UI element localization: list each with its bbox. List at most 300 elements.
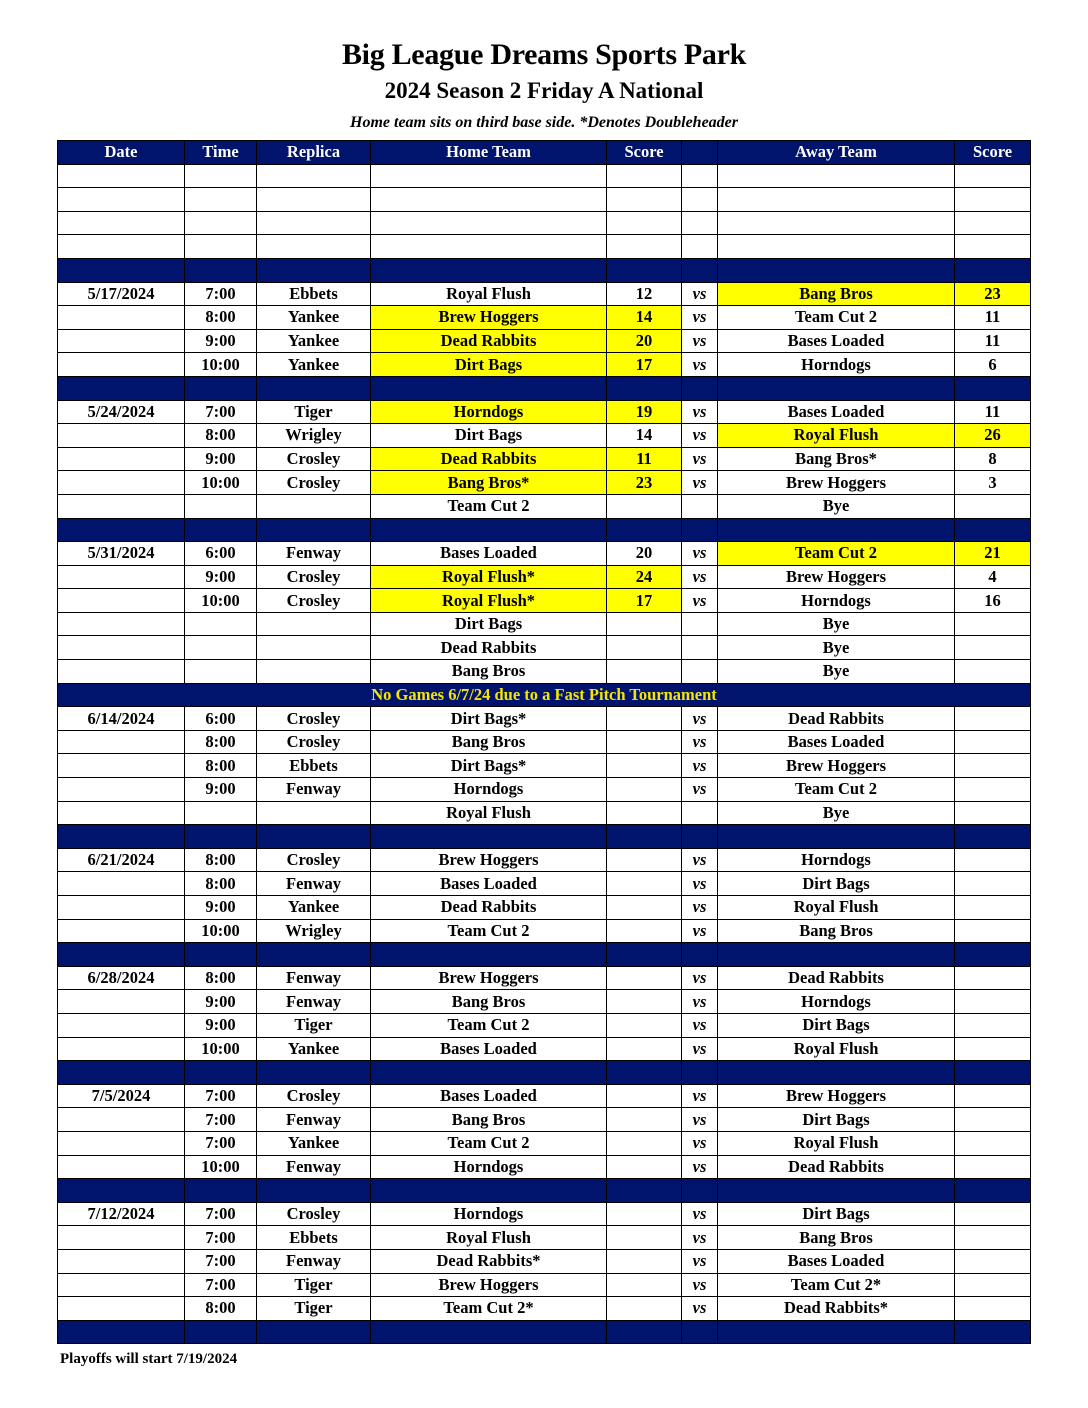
empty-cell [58,164,185,188]
table-row [58,494,1031,518]
replica-cell: Tiger [257,1013,371,1037]
empty-cell [58,943,185,967]
home-team-cell: Team Cut 2 [371,919,607,943]
away-score-cell [955,1249,1031,1273]
empty-cell [682,211,718,235]
footer-note: Playoffs will start 7/19/2024 [60,1351,238,1367]
home-score-cell: 11 [607,447,682,471]
away-team-cell: Bang Bros* [718,447,955,471]
empty-cell [607,1320,682,1344]
date-cell [58,730,185,754]
table-row [58,542,1031,566]
replica-cell: Ebbets [257,754,371,778]
empty-cell [955,211,1031,235]
schedule-table [57,140,1031,1344]
home-team-cell: Bang Bros [371,660,607,684]
column-header-time: Time [185,141,257,165]
separator-row [58,943,1031,967]
home-score-cell [607,707,682,731]
empty-cell [371,376,607,400]
separator-row [58,258,1031,282]
table-row [58,636,1031,660]
away-score-cell [955,919,1031,943]
date-cell: 5/31/2024 [58,542,185,566]
home-team-cell: Bang Bros [371,990,607,1014]
home-score-cell [607,990,682,1014]
empty-cell [607,235,682,259]
time-cell: 7:00 [185,1131,257,1155]
home-team-cell: Brew Hoggers [371,1273,607,1297]
blank-row [58,164,1031,188]
home-team-cell: Dirt Bags [371,424,607,448]
home-team-cell: Bang Bros [371,1108,607,1132]
home-score-cell: 20 [607,542,682,566]
schedule-note: Home team sits on third base side. *Denotes Doubleheader [350,114,738,131]
home-team-cell: Team Cut 2 [371,494,607,518]
empty-cell [607,1061,682,1085]
time-cell: 7:00 [185,282,257,306]
away-team-cell: Bang Bros [718,1226,955,1250]
empty-cell [682,164,718,188]
home-team-cell: Bases Loaded [371,1037,607,1061]
date-cell [58,306,185,330]
replica-cell: Crosley [257,730,371,754]
vs-cell: vs [682,589,718,613]
away-team-cell: Bye [718,494,955,518]
date-cell [58,447,185,471]
away-score-cell [955,778,1031,802]
away-team-cell: Bye [718,612,955,636]
time-cell: 7:00 [185,1226,257,1250]
time-cell: 7:00 [185,1108,257,1132]
vs-cell: vs [682,1108,718,1132]
empty-cell [257,1061,371,1085]
replica-cell: Crosley [257,589,371,613]
home-score-cell [607,801,682,825]
empty-cell [185,1061,257,1085]
empty-cell [257,376,371,400]
empty-cell [371,211,607,235]
replica-cell: Fenway [257,542,371,566]
replica-cell: Crosley [257,1202,371,1226]
home-score-cell [607,966,682,990]
away-team-cell: Dead Rabbits [718,1155,955,1179]
home-team-cell: Bang Bros [371,730,607,754]
column-header-home-score: Score [607,141,682,165]
date-cell [58,353,185,377]
replica-cell: Yankee [257,353,371,377]
vs-cell: vs [682,542,718,566]
away-score-cell [955,1013,1031,1037]
date-cell [58,636,185,660]
away-team-cell: Dirt Bags [718,1202,955,1226]
away-score-cell [955,1273,1031,1297]
empty-cell [607,825,682,849]
away-team-cell: Team Cut 2 [718,306,955,330]
home-team-cell: Royal Flush [371,801,607,825]
home-team-cell: Royal Flush* [371,589,607,613]
empty-cell [58,188,185,212]
table-row [58,306,1031,330]
home-team-cell: Royal Flush [371,1226,607,1250]
home-team-cell: Bases Loaded [371,542,607,566]
home-score-cell: 14 [607,306,682,330]
empty-cell [58,1320,185,1344]
away-team-cell: Dead Rabbits* [718,1297,955,1321]
empty-cell [257,258,371,282]
empty-cell [257,825,371,849]
separator-row [58,518,1031,542]
empty-cell [682,1320,718,1344]
empty-cell [371,943,607,967]
time-cell: 10:00 [185,1037,257,1061]
date-cell [58,660,185,684]
vs-cell: vs [682,1226,718,1250]
time-cell: 8:00 [185,754,257,778]
home-score-cell [607,919,682,943]
empty-cell [955,235,1031,259]
table-row [58,353,1031,377]
away-score-cell: 6 [955,353,1031,377]
away-team-cell: Brew Hoggers [718,471,955,495]
away-team-cell: Bye [718,636,955,660]
replica-cell: Tiger [257,1297,371,1321]
empty-cell [955,1320,1031,1344]
date-cell [58,612,185,636]
vs-cell: vs [682,424,718,448]
empty-cell [718,211,955,235]
schedule-body [58,164,1031,1344]
home-team-cell: Dirt Bags* [371,754,607,778]
home-score-cell [607,660,682,684]
vs-cell: vs [682,848,718,872]
date-cell [58,1037,185,1061]
empty-cell [371,164,607,188]
away-team-cell: Dirt Bags [718,872,955,896]
table-row [58,1249,1031,1273]
away-team-cell: Brew Hoggers [718,1084,955,1108]
empty-cell [185,211,257,235]
table-row [58,919,1031,943]
date-cell [58,919,185,943]
time-cell: 6:00 [185,542,257,566]
replica-cell: Crosley [257,1084,371,1108]
home-team-cell: Brew Hoggers [371,966,607,990]
replica-cell: Fenway [257,872,371,896]
empty-cell [682,258,718,282]
empty-cell [955,376,1031,400]
table-row [58,400,1031,424]
time-cell: 10:00 [185,1155,257,1179]
table-row [58,1108,1031,1132]
time-cell [185,801,257,825]
time-cell: 8:00 [185,1297,257,1321]
empty-cell [718,825,955,849]
empty-cell [371,1320,607,1344]
date-cell: 5/24/2024 [58,400,185,424]
away-score-cell [955,1037,1031,1061]
home-team-cell: Dirt Bags [371,612,607,636]
replica-cell [257,801,371,825]
table-row [58,707,1031,731]
vs-cell: vs [682,447,718,471]
separator-row [58,376,1031,400]
date-cell [58,565,185,589]
home-team-cell: Bases Loaded [371,1084,607,1108]
empty-cell [718,258,955,282]
vs-cell: vs [682,306,718,330]
time-cell: 8:00 [185,424,257,448]
away-team-cell: Bases Loaded [718,1249,955,1273]
away-score-cell [955,754,1031,778]
column-header-home-team: Home Team [371,141,607,165]
home-score-cell: 17 [607,353,682,377]
away-team-cell: Brew Hoggers [718,754,955,778]
replica-cell: Yankee [257,329,371,353]
away-team-cell: Bases Loaded [718,400,955,424]
home-score-cell [607,848,682,872]
date-cell [58,872,185,896]
away-team-cell: Royal Flush [718,896,955,920]
empty-cell [955,943,1031,967]
date-cell [58,1297,185,1321]
date-cell [58,801,185,825]
replica-cell: Fenway [257,1249,371,1273]
time-cell [185,636,257,660]
empty-cell [955,164,1031,188]
table-row [58,329,1031,353]
table-header-row [58,141,1031,165]
home-team-cell: Brew Hoggers [371,848,607,872]
empty-cell [607,1179,682,1203]
column-header-date: Date [58,141,185,165]
blank-row [58,235,1031,259]
vs-cell [682,636,718,660]
replica-cell: Fenway [257,1108,371,1132]
home-score-cell [607,1273,682,1297]
time-cell: 7:00 [185,1202,257,1226]
replica-cell: Crosley [257,707,371,731]
away-score-cell [955,660,1031,684]
home-score-cell [607,730,682,754]
empty-cell [718,1061,955,1085]
home-team-cell: Horndogs [371,778,607,802]
away-score-cell [955,1202,1031,1226]
empty-cell [257,235,371,259]
empty-cell [257,943,371,967]
replica-cell: Fenway [257,1155,371,1179]
empty-cell [682,1179,718,1203]
table-row [58,1131,1031,1155]
away-team-cell: Dirt Bags [718,1013,955,1037]
table-row [58,896,1031,920]
replica-cell [257,660,371,684]
away-team-cell: Dead Rabbits [718,966,955,990]
vs-cell: vs [682,707,718,731]
table-row [58,660,1031,684]
empty-cell [371,518,607,542]
date-cell [58,1249,185,1273]
home-team-cell: Dead Rabbits [371,447,607,471]
vs-cell: vs [682,565,718,589]
away-team-cell: Bang Bros [718,282,955,306]
away-team-cell: Royal Flush [718,1131,955,1155]
empty-cell [607,376,682,400]
vs-cell: vs [682,919,718,943]
home-team-cell: Horndogs [371,400,607,424]
time-cell: 8:00 [185,872,257,896]
home-team-cell: Dead Rabbits* [371,1249,607,1273]
away-score-cell: 26 [955,424,1031,448]
vs-cell: vs [682,353,718,377]
away-score-cell [955,707,1031,731]
home-team-cell: Team Cut 2* [371,1297,607,1321]
column-header-away-team: Away Team [718,141,955,165]
time-cell: 9:00 [185,447,257,471]
home-score-cell [607,872,682,896]
replica-cell [257,612,371,636]
replica-cell: Yankee [257,306,371,330]
vs-cell [682,660,718,684]
empty-cell [371,825,607,849]
home-team-cell: Dirt Bags* [371,707,607,731]
away-score-cell [955,990,1031,1014]
vs-cell: vs [682,990,718,1014]
empty-cell [607,518,682,542]
vs-cell: vs [682,1155,718,1179]
home-score-cell: 19 [607,400,682,424]
home-score-cell [607,1108,682,1132]
away-score-cell: 11 [955,329,1031,353]
home-team-cell: Brew Hoggers [371,306,607,330]
date-cell: 6/28/2024 [58,966,185,990]
date-cell [58,1108,185,1132]
empty-cell [371,188,607,212]
empty-cell [955,825,1031,849]
table-row [58,589,1031,613]
away-team-cell: Horndogs [718,990,955,1014]
home-score-cell [607,754,682,778]
empty-cell [257,188,371,212]
time-cell: 10:00 [185,919,257,943]
replica-cell: Yankee [257,1131,371,1155]
replica-cell [257,636,371,660]
column-header-replica: Replica [257,141,371,165]
time-cell: 9:00 [185,565,257,589]
date-cell [58,471,185,495]
page-subtitle: 2024 Season 2 Friday A National [384,78,704,103]
home-score-cell [607,1155,682,1179]
empty-cell [58,235,185,259]
home-score-cell: 20 [607,329,682,353]
time-cell: 8:00 [185,966,257,990]
column-header-away-score: Score [955,141,1031,165]
date-cell: 6/21/2024 [58,848,185,872]
table-row [58,565,1031,589]
empty-cell [607,188,682,212]
date-cell: 6/14/2024 [58,707,185,731]
vs-cell [682,494,718,518]
table-row [58,1273,1031,1297]
home-team-cell: Dead Rabbits [371,329,607,353]
empty-cell [371,1061,607,1085]
empty-cell [58,376,185,400]
date-cell [58,494,185,518]
replica-cell: Tiger [257,1273,371,1297]
replica-cell: Wrigley [257,919,371,943]
table-row [58,848,1031,872]
home-score-cell [607,896,682,920]
empty-cell [682,1061,718,1085]
home-score-cell [607,1249,682,1273]
time-cell [185,612,257,636]
time-cell: 10:00 [185,589,257,613]
vs-cell: vs [682,1249,718,1273]
replica-cell: Crosley [257,471,371,495]
empty-cell [371,1179,607,1203]
away-score-cell: 3 [955,471,1031,495]
vs-cell: vs [682,1084,718,1108]
empty-cell [718,235,955,259]
away-score-cell [955,1297,1031,1321]
home-score-cell [607,612,682,636]
time-cell [185,660,257,684]
empty-cell [955,1061,1031,1085]
empty-cell [682,518,718,542]
time-cell: 10:00 [185,471,257,495]
table-row [58,1297,1031,1321]
home-team-cell: Team Cut 2 [371,1013,607,1037]
empty-cell [682,943,718,967]
replica-cell: Fenway [257,966,371,990]
away-team-cell: Bye [718,801,955,825]
empty-cell [955,518,1031,542]
table-row [58,612,1031,636]
empty-cell [58,258,185,282]
home-team-cell: Bang Bros* [371,471,607,495]
replica-cell: Ebbets [257,1226,371,1250]
empty-cell [371,258,607,282]
vs-cell: vs [682,1037,718,1061]
away-team-cell: Royal Flush [718,424,955,448]
vs-cell [682,612,718,636]
vs-cell: vs [682,754,718,778]
date-cell [58,778,185,802]
date-cell: 5/17/2024 [58,282,185,306]
separator-row [58,1320,1031,1344]
home-score-cell [607,494,682,518]
empty-cell [718,164,955,188]
vs-cell: vs [682,1013,718,1037]
time-cell: 7:00 [185,400,257,424]
table-row [58,471,1031,495]
replica-cell: Crosley [257,848,371,872]
empty-cell [185,825,257,849]
away-team-cell: Brew Hoggers [718,565,955,589]
replica-cell: Yankee [257,1037,371,1061]
empty-cell [257,1179,371,1203]
away-team-cell: Bang Bros [718,919,955,943]
away-score-cell [955,872,1031,896]
empty-cell [682,376,718,400]
separator-row [58,825,1031,849]
home-score-cell [607,1297,682,1321]
away-team-cell: Bases Loaded [718,730,955,754]
empty-cell [185,376,257,400]
replica-cell: Fenway [257,990,371,1014]
date-cell [58,1131,185,1155]
empty-cell [955,258,1031,282]
